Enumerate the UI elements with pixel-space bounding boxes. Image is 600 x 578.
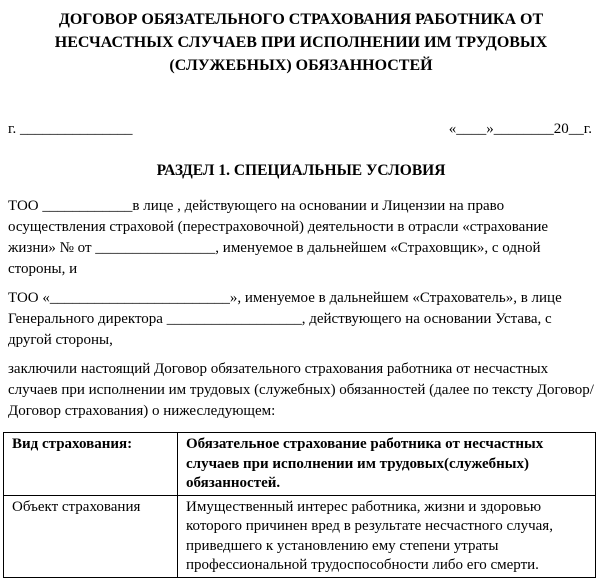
paragraph-insurer: ТОО ____________в лице , действующего на основании и Лицензии на право осуществления страховой (перестраховочной) деятельности в отрасли «страхование жизни» № от ________________, именуемое в дальнейшем «Страховщик», с одной стороны, и [8,198,549,277]
insurance-object-label-cell: Объект страхования [4,495,178,577]
table-row-insurance-type [4,433,596,496]
paragraph-conclusion: заключили настоящий Договор обязательного страхования работника от несчастных случаев при исполнении им трудовых (служебных) обязанностей (далее по тексту Договор/Договор страхования) о нижеследующем: [8,361,594,419]
document-title: ДОГОВОР ОБЯЗАТЕЛЬНОГО СТРАХОВАНИЯ РАБОТНИКА ОТ НЕСЧАСТНЫХ СЛУЧАЕВ ПРИ ИСПОЛНЕНИИ ИМ ТРУДОВЫХ (СЛУЖЕБНЫХ) ОБЯЗАННОСТЕЙ [54,11,548,74]
section-1-heading: РАЗДЕЛ 1. СПЕЦИАЛЬНЫЕ УСЛОВИЯ [156,162,446,179]
city-date-line [8,119,594,140]
insurance-type-label-cell: Вид страхования: [4,433,178,496]
insurance-type-value-cell: Обязательное страхование работника от несчастных случаев при исполнении им трудовых(служебных) обязанностей. [178,433,596,496]
city-blank-line: г. _______________ [8,121,133,137]
special-conditions-table [3,432,596,578]
table-row-insurance-object [4,495,596,577]
paragraph-policyholder: ТОО «________________________», именуемое в дальнейшем «Страхователь», в лице Генерального директора __________________, действующего на основании Устава, с другой стороны, [8,290,562,348]
date-blank-line: «____»________20__г. [448,121,592,137]
insurance-object-value-cell: Имущественный интерес работника, жизни и здоровью которого причинен вред в результате несчастного случая, приведшего к установлению ему степени утраты профессиональной трудоспособности либо его смерти. [178,495,596,577]
